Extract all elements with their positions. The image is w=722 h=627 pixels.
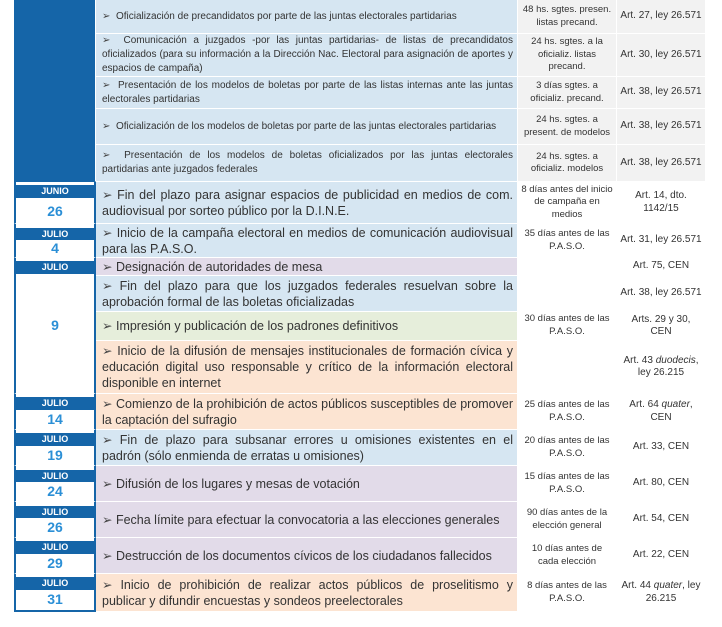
date-cell [14, 466, 96, 502]
arrow-icon: ➢ [102, 10, 111, 22]
table-row [96, 341, 518, 394]
day-number: 26 [16, 518, 94, 536]
date-cell [14, 182, 96, 224]
day-number: 26 [16, 200, 94, 222]
month-label: JULIO [16, 470, 94, 483]
row-law: Art. 38, ley 26.571 [617, 145, 706, 182]
row-description: Destrucción de los documentos cívicos de los ciudadanos fallecidos [115, 548, 492, 563]
law-text: , ley 26.215 [645, 580, 701, 604]
row-law: Art. 31, ley 26.571 [617, 224, 706, 258]
row-law: Art. 33, CEN [617, 430, 706, 466]
row-description: Comunicación a juzgados -por las juntas partidarias- de listas de precandidatos oficializados (para su información a la Dirección Nac. Electoral para asignación de aportes y espacios de campaña) [102, 35, 513, 74]
row-description: Presentación de los modelos de boletas por parte de las listas internas ante las juntas electorales partidarias [102, 79, 513, 105]
row-law: Art. 75, CEN [617, 258, 706, 276]
arrow-icon: ➢ [102, 319, 113, 333]
row-description: Designación de autoridades de mesa [115, 259, 323, 274]
row-time: 3 días sgtes. a oficializ. precand. [518, 77, 617, 109]
day-number: 9 [16, 314, 94, 336]
table-row [96, 224, 518, 258]
arrow-icon: ➢ [102, 278, 113, 293]
table-row [96, 394, 518, 430]
row-description: Difusión de los lugares y mesas de votación [115, 476, 360, 491]
row-law: Arts. 29 y 30, CEN [617, 312, 706, 341]
row-law: Art. 54, CEN [617, 502, 706, 538]
table-row [96, 430, 518, 466]
day-number: 29 [16, 554, 94, 572]
table-row [96, 574, 518, 612]
row-law: Art. 80, CEN [617, 466, 706, 502]
date-cell-empty [14, 0, 96, 182]
arrow-icon: ➢ [102, 344, 113, 358]
law-text: Art. 44 [621, 580, 651, 591]
month-label: JULIO [16, 506, 94, 519]
row-description: Fin del plazo para asignar espacios de publicidad en medios de com. audiovisual por sorteo público por la D.I.N.E. [102, 187, 513, 218]
row-law [617, 574, 706, 612]
table-row [96, 182, 518, 224]
day-number: 14 [16, 410, 94, 428]
arrow-icon: ➢ [102, 79, 111, 91]
month-label: JULIO [16, 228, 94, 241]
row-time: 24 hs. sgtes. a oficializ. modelos [518, 145, 617, 182]
table-row [96, 77, 518, 109]
table-row [96, 276, 518, 312]
month-label: JUNIO [16, 185, 94, 198]
day-number: 24 [16, 482, 94, 500]
date-cell [14, 430, 96, 466]
arrow-icon: ➢ [102, 187, 113, 202]
date-cell [14, 502, 96, 538]
row-description: Inicio de la campaña electoral en medios de comunicación audiovisual para las P.A.S.O. [102, 225, 513, 256]
law-italic: quater [653, 580, 683, 591]
row-description: Oficialización de los modelos de boletas por parte de las juntas electorales partidarias [115, 120, 497, 132]
row-law: Art. 14, dto. 1142/15 [617, 182, 706, 224]
row-description: Fecha límite para efectuar la convocatoria a las elecciones generales [115, 512, 500, 527]
arrow-icon: ➢ [102, 35, 111, 46]
row-time: 20 días antes de las P.A.S.O. [518, 430, 617, 466]
arrow-icon: ➢ [102, 548, 113, 563]
arrow-icon: ➢ [102, 150, 111, 161]
row-time: 15 días antes de las P.A.S.O. [518, 466, 617, 502]
row-law: Art. 38, ley 26.571 [617, 77, 706, 109]
arrow-icon: ➢ [102, 476, 113, 491]
row-time: 90 días antes de la elección general [518, 502, 617, 538]
date-cell [14, 574, 96, 612]
electoral-calendar-table [14, 0, 702, 627]
row-time: 48 hs. sgtes. presen. listas precand. [518, 0, 617, 34]
arrow-icon: ➢ [102, 396, 113, 411]
month-label: JULIO [16, 433, 94, 446]
law-text: , CEN [650, 399, 693, 423]
row-description: Inicio de prohibición de realizar actos públicos de proselitismo y publicar y difundir encuestas y sondeos preelectorales [102, 577, 513, 608]
table-row [96, 502, 518, 538]
row-description: Oficialización de precandidatos por parte de las juntas electorales partidarias [115, 10, 457, 22]
table-row [96, 145, 518, 182]
month-label: JULIO [16, 577, 94, 590]
row-time: 10 días antes de cada elección [518, 538, 617, 574]
day-number: 31 [16, 590, 94, 608]
law-text: Art. 64 [629, 399, 659, 410]
row-law [617, 394, 706, 430]
table-row [96, 258, 518, 276]
day-number: 19 [16, 446, 94, 464]
law-italic: duodecis [655, 354, 696, 366]
table-row [96, 466, 518, 502]
row-description: Inicio de la difusión de mensajes institucionales de formación cívica y educación digital uso responsable y crítico de la información electoral disponible en internet [102, 344, 513, 390]
law-italic: quater [661, 399, 690, 410]
law-text: Art. 43 [623, 354, 653, 366]
table-row [96, 538, 518, 574]
table-row [96, 0, 518, 34]
row-description: Comienzo de la prohibición de actos públicos susceptibles de promover la captación del sufragio [102, 396, 513, 427]
date-cell [14, 224, 96, 258]
arrow-icon: ➢ [102, 577, 113, 592]
row-description: Presentación de los modelos de boletas oficializados por las juntas electorales partidarias ante juzgados federales [102, 150, 513, 175]
row-time: 25 días antes de las P.A.S.O. [518, 394, 617, 430]
table-row [96, 109, 518, 145]
arrow-icon: ➢ [102, 512, 113, 527]
table-row [96, 34, 518, 77]
day-number: 4 [16, 240, 94, 256]
row-time: 8 días antes de las P.A.S.O. [518, 574, 617, 612]
date-cell [14, 394, 96, 430]
month-label: JULIO [16, 261, 94, 274]
law-text: , ley 26.215 [637, 354, 699, 378]
table-row [96, 312, 518, 341]
arrow-icon: ➢ [102, 225, 113, 240]
arrow-icon: ➢ [102, 120, 111, 132]
row-law: Art. 22, CEN [617, 538, 706, 574]
row-law: Art. 27, ley 26.571 [617, 0, 706, 34]
row-time: 35 días antes de las P.A.S.O. [518, 224, 617, 258]
row-law: Art. 38, ley 26.571 [617, 109, 706, 145]
row-time: 24 hs. sgtes. a la oficializ. listas precand. [518, 34, 617, 77]
row-description: Fin de plazo para subsanar errores u omisiones existentes en el padrón (sólo enmienda de erratas u omisiones) [102, 432, 513, 463]
row-law: Art. 30, ley 26.571 [617, 34, 706, 77]
row-time: 8 días antes del inicio de campaña en medios [518, 182, 617, 224]
date-cell [14, 258, 96, 394]
date-cell [14, 538, 96, 574]
row-law [617, 341, 706, 394]
month-label: JULIO [16, 397, 94, 410]
row-time: 30 días antes de las P.A.S.O. [518, 258, 617, 394]
row-description: Fin del plazo para que los juzgados federales resuelvan sobre la aprobación formal de las boletas oficializadas [102, 278, 513, 309]
row-description: Impresión y publicación de los padrones definitivos [115, 319, 399, 333]
month-label: JULIO [16, 541, 94, 554]
arrow-icon: ➢ [102, 432, 113, 447]
row-time: 24 hs. sgtes. a present. de modelos [518, 109, 617, 145]
arrow-icon: ➢ [102, 259, 113, 274]
row-law: Art. 38, ley 26.571 [617, 276, 706, 312]
